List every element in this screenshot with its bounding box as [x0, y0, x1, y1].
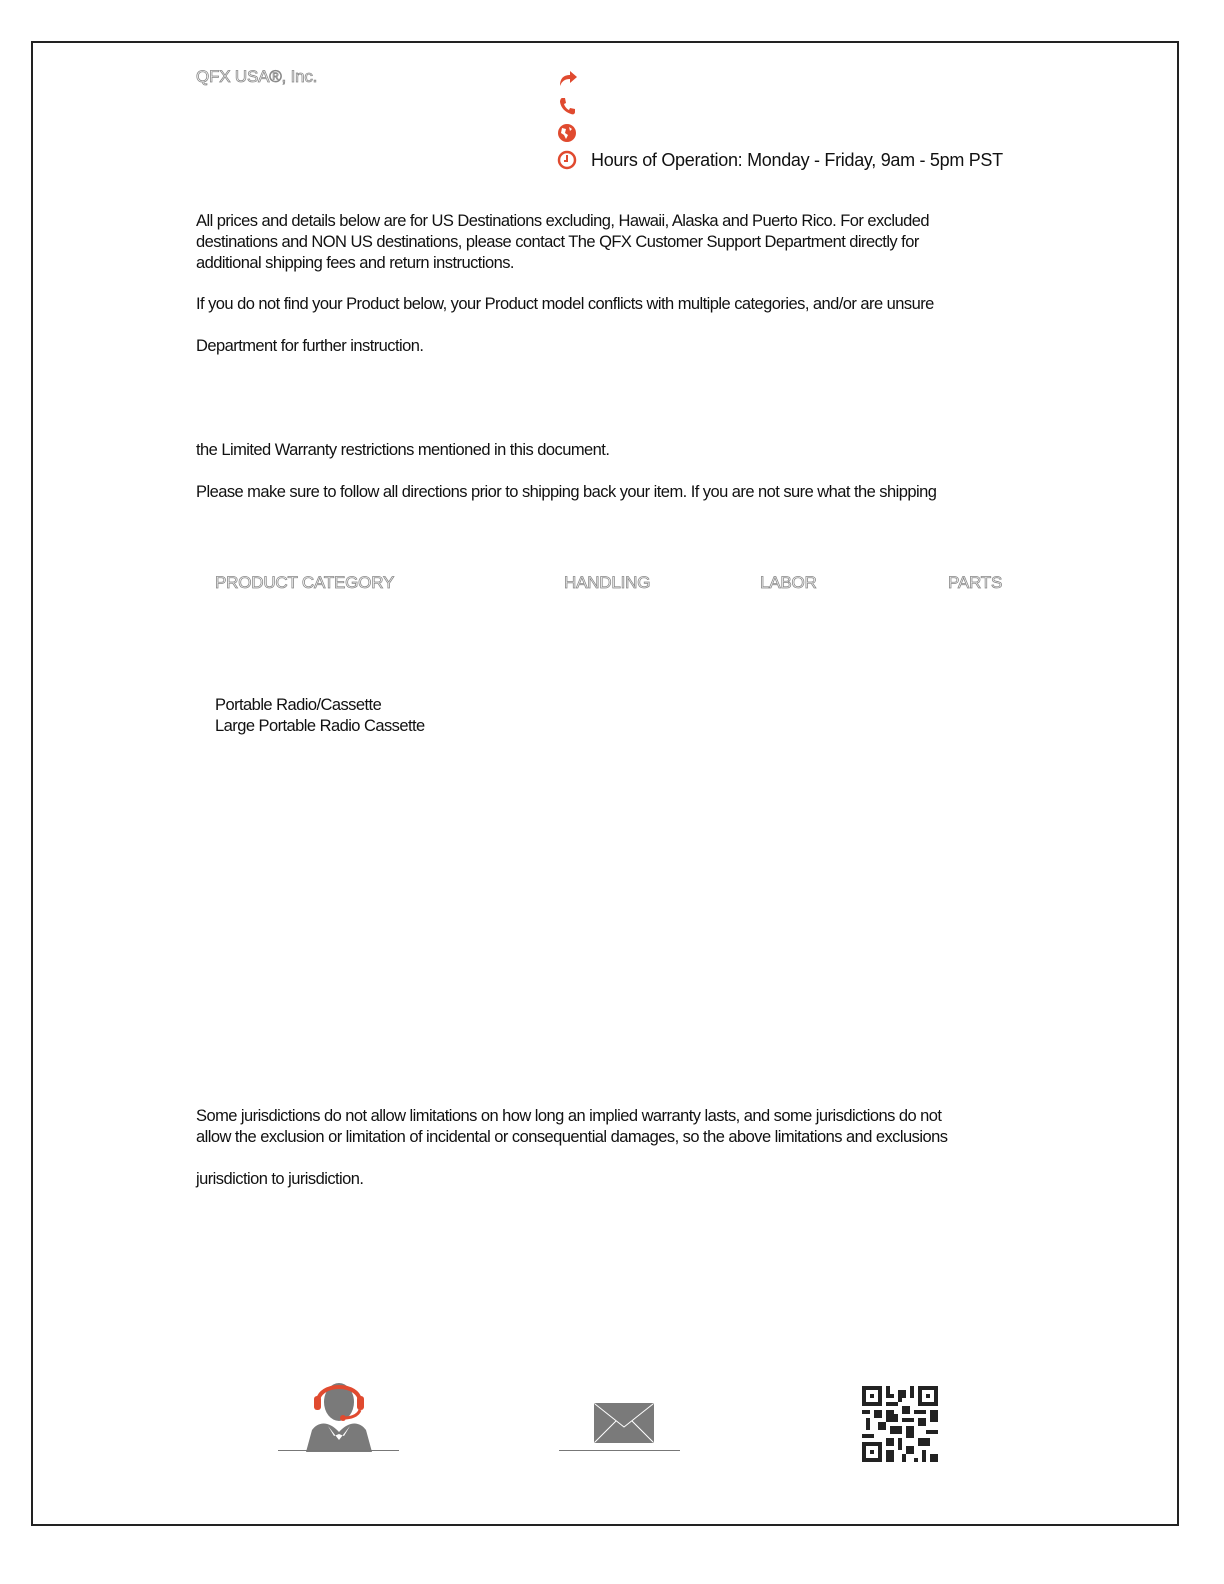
globe-icon: [557, 123, 577, 143]
paragraph-line: the Limited Warranty restrictions mentioned in this document.: [196, 441, 610, 459]
paragraph-line: additional shipping fees and return instructions.: [196, 254, 514, 272]
paragraph-line: All prices and details below are for US Destinations excluding, Hawaii, Alaska and Puerto Rico. For excluded: [196, 212, 930, 230]
clock-icon: [557, 150, 577, 170]
paragraph-line: allow the exclusion or limitation of incidental or consequential damages, so the above limitations and exclusions: [196, 1128, 948, 1146]
divider-line: [278, 1450, 399, 1451]
email-envelope-icon: [594, 1403, 654, 1443]
table-row: Portable Radio/Cassette: [215, 696, 382, 714]
paragraph-line: If you do not find your Product below, your Product model conflicts with multiple categories, and/or are unsure: [196, 295, 934, 313]
paragraph-line: Department for further instruction.: [196, 337, 424, 355]
paragraph-line: Please make sure to follow all directions prior to shipping back your item. If you are not sure what the shipping: [196, 483, 937, 501]
customer-support-agent-icon: [298, 1374, 380, 1452]
divider-line: [559, 1450, 680, 1451]
paragraph-line: Some jurisdictions do not allow limitations on how long an implied warranty lasts, and some jurisdictions do not: [196, 1107, 942, 1125]
hours-of-operation: Hours of Operation: Monday - Friday, 9am - 5pm PST: [591, 150, 1003, 170]
qr-code-icon: [862, 1386, 938, 1462]
paragraph-line: destinations and NON US destinations, please contact The QFX Customer Support Department directly for: [196, 233, 919, 251]
table-row: Large Portable Radio Cassette: [215, 717, 425, 735]
paragraph-line: jurisdiction to jurisdiction.: [196, 1170, 364, 1188]
share-arrow-icon: [557, 68, 577, 88]
table-header-labor: LABOR: [760, 573, 817, 592]
table-header-product-category: PRODUCT CATEGORY: [215, 573, 395, 592]
phone-icon: [557, 96, 577, 116]
company-name: QFX USA®, Inc.: [196, 67, 318, 86]
table-header-handling: HANDLING: [564, 573, 651, 592]
table-header-parts: PARTS: [948, 573, 1003, 592]
